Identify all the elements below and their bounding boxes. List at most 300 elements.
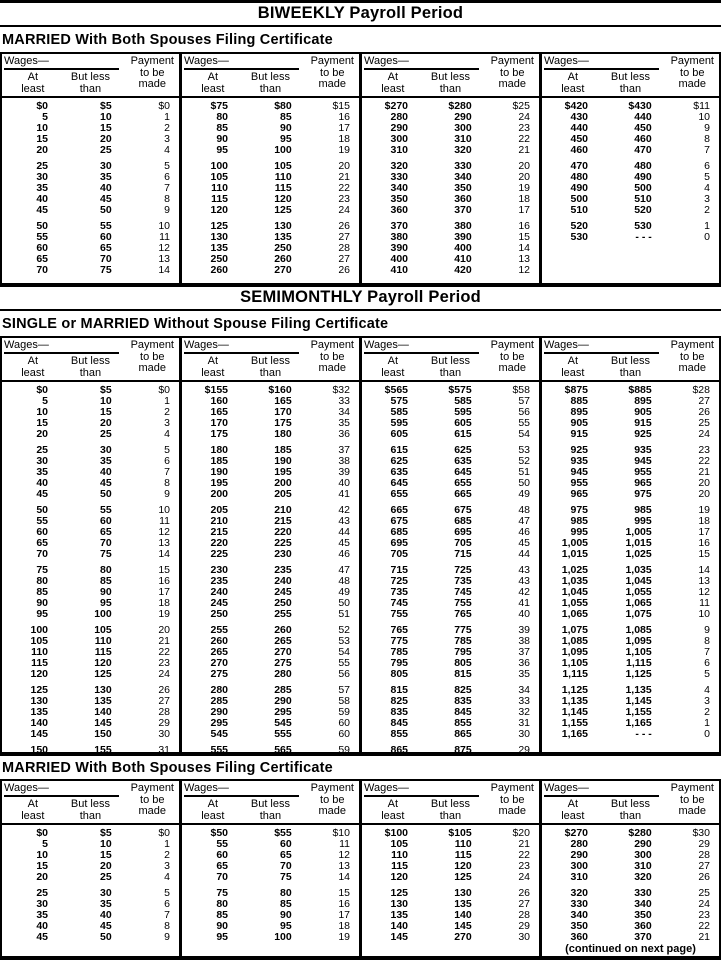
cell-payment: 44 xyxy=(518,548,530,560)
cell-payment: 0 xyxy=(704,231,710,243)
cell-but-less-than: 945 xyxy=(634,455,652,467)
wage-group-header xyxy=(362,54,539,98)
cell-at-least: 110 xyxy=(391,849,409,861)
at-least-header-line1: At xyxy=(27,355,39,367)
cell-payment: $0 xyxy=(158,100,170,112)
cell-but-less-than: 795 xyxy=(454,646,472,658)
table-row xyxy=(182,265,359,276)
cell-but-less-than: 70 xyxy=(100,253,112,265)
cell-but-less-than: 510 xyxy=(634,193,652,205)
but-less-than-header-line2: than xyxy=(439,809,462,822)
cell-at-least: 5 xyxy=(42,111,49,123)
cell-at-least: 105 xyxy=(30,635,49,647)
wage-group-header xyxy=(2,338,179,382)
cell-payment: 10 xyxy=(158,504,170,516)
payment-header-line2: to be xyxy=(320,793,345,806)
cell-at-least: 300 xyxy=(390,133,409,145)
cell-but-less-than: 170 xyxy=(274,406,292,418)
cell-payment: 27 xyxy=(698,860,710,872)
cell-at-least: 715 xyxy=(390,564,409,576)
cell-payment: 29 xyxy=(518,920,530,932)
cell-at-least: 410 xyxy=(390,264,409,276)
table-row xyxy=(182,194,359,205)
but-less-than-header-line1: But less xyxy=(250,71,290,83)
cell-but-less-than: 135 xyxy=(454,898,472,910)
table-row xyxy=(362,729,539,740)
table-row xyxy=(362,828,539,839)
table-row xyxy=(182,658,359,669)
cell-at-least: 470 xyxy=(570,160,589,172)
table-row xyxy=(182,729,359,740)
table-row xyxy=(2,707,179,718)
payment-header-line1: Payment xyxy=(310,339,354,351)
cell-at-least: 10 xyxy=(36,849,49,861)
cell-payment: 7 xyxy=(704,646,710,658)
cell-payment: 28 xyxy=(338,242,350,254)
cell-payment: 10 xyxy=(158,220,170,232)
table-row xyxy=(2,861,179,872)
payment-header-line1: Payment xyxy=(490,339,534,351)
category-title-semimonthly-single: SINGLE or MARRIED Without Spouse Filing Certificate xyxy=(2,316,389,332)
table-row xyxy=(182,385,359,396)
cell-at-least: 390 xyxy=(390,242,409,254)
cell-payment: 22 xyxy=(518,133,530,145)
cell-payment: 18 xyxy=(698,515,710,527)
cell-at-least: 45 xyxy=(36,488,49,500)
cell-but-less-than: 40 xyxy=(100,182,112,194)
table-row xyxy=(182,516,359,527)
table-row xyxy=(182,101,359,112)
table-row xyxy=(542,418,719,429)
wage-rows xyxy=(542,825,719,956)
table-row xyxy=(362,899,539,910)
cell-payment: 21 xyxy=(338,171,350,183)
cell-payment: 55 xyxy=(518,417,530,429)
cell-payment: 20 xyxy=(698,477,710,489)
cell-but-less-than: 45 xyxy=(100,920,112,932)
payment-header xyxy=(491,339,536,378)
table-row xyxy=(2,243,179,254)
cell-payment: 1 xyxy=(164,111,170,123)
cell-payment: 33 xyxy=(338,395,350,407)
cell-payment: 21 xyxy=(518,838,530,850)
wages-header-part xyxy=(184,782,299,821)
but-less-than-header xyxy=(422,356,480,379)
payment-header-line3: made xyxy=(318,805,347,817)
cell-payment: 15 xyxy=(518,231,530,243)
wages-label: Wages— xyxy=(184,782,299,797)
cell-but-less-than: 815 xyxy=(454,668,472,680)
cell-at-least: 5 xyxy=(42,838,49,850)
cell-but-less-than: 1,155 xyxy=(625,706,652,718)
cell-at-least: 150 xyxy=(30,744,49,752)
cell-payment: 3 xyxy=(164,133,170,145)
cell-payment: 37 xyxy=(338,444,350,456)
cell-at-least: 285 xyxy=(210,695,229,707)
cell-but-less-than: 95 xyxy=(100,597,112,609)
table-row xyxy=(182,254,359,265)
cell-payment: $28 xyxy=(692,384,710,396)
wages-label: Wages— xyxy=(4,339,119,354)
wage-column-group xyxy=(362,338,542,752)
cell-at-least: 1,075 xyxy=(561,624,589,636)
cell-payment: 21 xyxy=(518,144,530,156)
cell-payment: 12 xyxy=(158,526,170,538)
cell-at-least: 1,055 xyxy=(561,597,589,609)
cell-but-less-than: 215 xyxy=(274,515,292,527)
cell-payment: 5 xyxy=(164,444,170,456)
cell-but-less-than: 210 xyxy=(274,504,292,516)
cell-but-less-than: 735 xyxy=(454,575,472,587)
cell-payment: 23 xyxy=(158,657,170,669)
cell-at-least: 655 xyxy=(390,488,409,500)
table-row xyxy=(362,456,539,467)
but-less-than-header-line1: But less xyxy=(70,355,110,367)
cell-but-less-than: 480 xyxy=(634,160,652,172)
table-row xyxy=(362,516,539,527)
cell-at-least: 705 xyxy=(390,548,409,560)
cell-but-less-than: 615 xyxy=(454,428,472,440)
cell-payment: 10 xyxy=(698,111,710,123)
cell-payment: 23 xyxy=(518,860,530,872)
cell-payment: 25 xyxy=(698,887,710,899)
cell-payment: 22 xyxy=(338,182,350,194)
cell-at-least: 695 xyxy=(390,537,409,549)
table-row xyxy=(182,429,359,440)
cell-payment: 4 xyxy=(704,182,710,194)
table-row xyxy=(2,910,179,921)
cell-but-less-than: 1,015 xyxy=(625,537,652,549)
cell-but-less-than: 330 xyxy=(634,887,652,899)
cell-but-less-than: 60 xyxy=(280,838,292,850)
cell-but-less-than: 955 xyxy=(634,466,652,478)
cell-but-less-than: 205 xyxy=(274,488,292,500)
cell-at-least: 595 xyxy=(390,417,409,429)
cell-but-less-than: 1,135 xyxy=(625,684,652,696)
cell-but-less-than: 20 xyxy=(100,417,112,429)
table-row xyxy=(542,172,719,183)
cell-payment: 49 xyxy=(338,586,350,598)
cell-payment: 43 xyxy=(338,515,350,527)
cell-but-less-than: 35 xyxy=(100,455,112,467)
cell-at-least: 350 xyxy=(570,920,589,932)
cell-at-least: 1,065 xyxy=(561,608,589,620)
cell-payment: 2 xyxy=(164,406,170,418)
at-least-header-line2: least xyxy=(201,82,225,95)
cell-at-least: 905 xyxy=(570,417,589,429)
cell-payment: 35 xyxy=(338,417,350,429)
cell-but-less-than: 625 xyxy=(454,444,472,456)
cell-but-less-than: 300 xyxy=(454,122,472,134)
but-less-than-header-line2: than xyxy=(259,366,282,379)
cell-payment: 16 xyxy=(338,111,350,123)
cell-at-least: 55 xyxy=(36,231,49,243)
table-row xyxy=(362,527,539,538)
cell-payment: 26 xyxy=(338,220,350,232)
cell-payment: 4 xyxy=(164,428,170,440)
table-row xyxy=(2,418,179,429)
but-less-than-header-line1: But less xyxy=(430,798,470,810)
cell-payment: $20 xyxy=(512,827,530,839)
payment-header xyxy=(491,782,536,821)
payment-header-line1: Payment xyxy=(490,782,534,794)
cell-but-less-than: 190 xyxy=(274,455,292,467)
cell-at-least: 100 xyxy=(210,160,229,172)
cell-but-less-than: 150 xyxy=(94,728,112,740)
cell-at-least: 295 xyxy=(210,717,229,729)
cell-at-least: 120 xyxy=(390,871,409,883)
cell-payment: 24 xyxy=(338,204,350,216)
cell-but-less-than: 1,025 xyxy=(625,548,652,560)
cell-payment: 20 xyxy=(518,160,530,172)
but-less-than-header-line1: But less xyxy=(610,798,650,810)
table-row xyxy=(362,265,539,276)
table-row xyxy=(542,161,719,172)
at-least-header-line2: least xyxy=(561,82,585,95)
cell-but-less-than: 120 xyxy=(274,193,292,205)
cell-but-less-than: 270 xyxy=(454,931,472,943)
wage-rows xyxy=(542,382,719,752)
at-least-header xyxy=(364,72,422,95)
cell-at-least: 995 xyxy=(570,526,589,538)
cell-but-less-than: 260 xyxy=(274,253,292,265)
cell-but-less-than: 985 xyxy=(634,504,652,516)
cell-but-less-than: $280 xyxy=(628,827,652,839)
table-row xyxy=(362,407,539,418)
cell-at-least: 805 xyxy=(390,668,409,680)
table-row xyxy=(362,932,539,943)
cell-but-less-than: 175 xyxy=(274,417,292,429)
but-less-than-header-line2: than xyxy=(619,366,642,379)
table-row xyxy=(182,745,359,752)
cell-payment: 10 xyxy=(698,608,710,620)
cell-at-least: 1,165 xyxy=(561,728,589,740)
cell-payment: 18 xyxy=(518,193,530,205)
cell-payment: 45 xyxy=(338,537,350,549)
but-less-than-header-line1: But less xyxy=(430,71,470,83)
table-row xyxy=(2,145,179,156)
cell-but-less-than: 565 xyxy=(274,744,292,752)
at-least-header-line1: At xyxy=(207,355,219,367)
table-row xyxy=(542,729,719,740)
cell-payment: 12 xyxy=(338,849,350,861)
cell-at-least: 70 xyxy=(216,871,229,883)
but-less-than-header-line1: But less xyxy=(70,798,110,810)
cell-at-least: 1,045 xyxy=(561,586,589,598)
cell-but-less-than: 120 xyxy=(454,860,472,872)
cell-payment: 53 xyxy=(518,444,530,456)
table-row xyxy=(362,745,539,752)
table-row xyxy=(182,145,359,156)
cell-payment: 27 xyxy=(158,695,170,707)
but-less-than-header-line2: than xyxy=(259,809,282,822)
cell-at-least: 480 xyxy=(570,171,589,183)
cell-payment: 21 xyxy=(698,466,710,478)
table-row xyxy=(2,221,179,232)
cell-payment: 30 xyxy=(518,931,530,943)
wage-rows xyxy=(182,382,359,752)
cell-but-less-than: 290 xyxy=(454,111,472,123)
cell-payment: 47 xyxy=(338,564,350,576)
cell-but-less-than: 75 xyxy=(280,871,292,883)
cell-at-least: 260 xyxy=(210,264,229,276)
cell-but-less-than: 265 xyxy=(274,635,292,647)
wage-column-group xyxy=(182,54,362,283)
wage-column-group xyxy=(2,781,182,956)
table-row xyxy=(362,232,539,243)
table-row xyxy=(2,183,179,194)
cell-payment: 28 xyxy=(158,706,170,718)
cell-at-least: 1,115 xyxy=(562,668,589,680)
cell-but-less-than: 965 xyxy=(634,477,652,489)
cell-at-least: 45 xyxy=(36,931,49,943)
but-less-than-header xyxy=(62,72,120,95)
cell-but-less-than: $55 xyxy=(274,827,292,839)
table-row xyxy=(2,396,179,407)
cell-at-least: 130 xyxy=(30,695,49,707)
payment-header-line3: made xyxy=(498,78,527,90)
cell-but-less-than: 785 xyxy=(454,635,472,647)
cell-payment: 22 xyxy=(158,646,170,658)
at-least-header-line2: least xyxy=(21,366,45,379)
cell-but-less-than: 765 xyxy=(454,608,472,620)
payment-header-line2: to be xyxy=(680,350,705,363)
cell-but-less-than: 85 xyxy=(100,575,112,587)
cell-at-least: 115 xyxy=(391,860,409,872)
cell-but-less-than: 460 xyxy=(634,133,652,145)
table-row xyxy=(2,921,179,932)
cell-at-least: 140 xyxy=(30,717,49,729)
cell-at-least: 100 xyxy=(30,624,49,636)
table-row xyxy=(2,576,179,587)
cell-but-less-than: 140 xyxy=(454,909,472,921)
cell-but-less-than: 260 xyxy=(274,624,292,636)
cell-but-less-than: 370 xyxy=(454,204,472,216)
cell-at-least: 235 xyxy=(210,575,229,587)
at-least-header xyxy=(184,72,242,95)
cell-at-least: 945 xyxy=(570,466,589,478)
table-row xyxy=(362,396,539,407)
cell-but-less-than: 85 xyxy=(280,111,292,123)
cell-payment: 11 xyxy=(699,597,710,609)
cell-at-least: 80 xyxy=(216,898,229,910)
but-less-than-header xyxy=(242,799,300,822)
cell-at-least: 625 xyxy=(390,455,409,467)
at-least-header xyxy=(184,799,242,822)
cell-payment: 59 xyxy=(338,706,350,718)
cell-but-less-than: 65 xyxy=(100,242,112,254)
cell-but-less-than: 755 xyxy=(454,597,472,609)
cell-at-least: 65 xyxy=(216,860,229,872)
cell-payment: 18 xyxy=(338,920,350,932)
cell-at-least: 90 xyxy=(216,133,229,145)
wage-group-header xyxy=(182,54,359,98)
cell-payment: 18 xyxy=(158,597,170,609)
but-less-than-header xyxy=(62,356,120,379)
at-least-header-line2: least xyxy=(201,809,225,822)
cell-payment: 7 xyxy=(164,466,170,478)
table-row xyxy=(2,445,179,456)
table-row xyxy=(362,467,539,478)
table-row xyxy=(182,407,359,418)
cell-but-less-than: 55 xyxy=(100,220,112,232)
cell-at-least: 135 xyxy=(210,242,229,254)
cell-payment: 56 xyxy=(338,668,350,680)
table-row xyxy=(362,888,539,899)
cell-payment: 4 xyxy=(164,144,170,156)
cell-payment: 47 xyxy=(518,515,530,527)
cell-payment: 24 xyxy=(518,871,530,883)
wage-column-group xyxy=(542,781,719,956)
cell-but-less-than: 855 xyxy=(454,717,472,729)
cell-at-least: 10 xyxy=(36,406,49,418)
payment-header xyxy=(131,55,176,94)
table-row xyxy=(182,445,359,456)
wages-label: Wages— xyxy=(184,339,299,354)
but-less-than-header xyxy=(602,356,660,379)
cell-payment: 24 xyxy=(698,898,710,910)
semimonthly-single-table xyxy=(0,336,721,756)
cell-at-least: 60 xyxy=(36,242,49,254)
cell-payment: 12 xyxy=(698,586,710,598)
table-row xyxy=(2,685,179,696)
cell-payment: 53 xyxy=(338,635,350,647)
cell-but-less-than: 115 xyxy=(274,182,292,194)
table-row xyxy=(182,183,359,194)
table-row xyxy=(182,112,359,123)
cell-at-least: 120 xyxy=(30,668,49,680)
cell-but-less-than: 55 xyxy=(100,504,112,516)
cell-but-less-than: 135 xyxy=(94,695,112,707)
cell-at-least: 975 xyxy=(570,504,589,516)
but-less-than-header-line2: than xyxy=(79,366,102,379)
cell-but-less-than: 130 xyxy=(94,684,112,696)
table-row xyxy=(362,172,539,183)
cell-but-less-than: 420 xyxy=(454,264,472,276)
cell-but-less-than: 1,125 xyxy=(625,668,652,680)
table-row xyxy=(182,932,359,943)
payment-header-line2: to be xyxy=(680,66,705,79)
table-row xyxy=(2,538,179,549)
cell-but-less-than: 825 xyxy=(454,684,472,696)
cell-but-less-than: 125 xyxy=(274,204,292,216)
table-row xyxy=(2,625,179,636)
table-row xyxy=(542,828,719,839)
table-row xyxy=(182,505,359,516)
table-row xyxy=(182,707,359,718)
cell-at-least: 755 xyxy=(390,608,409,620)
table-row xyxy=(542,505,719,516)
table-row xyxy=(2,527,179,538)
wages-label: Wages— xyxy=(544,339,659,354)
cell-but-less-than: 400 xyxy=(454,242,472,254)
cell-but-less-than: 665 xyxy=(454,488,472,500)
cell-payment: 13 xyxy=(338,860,350,872)
table-row xyxy=(2,265,179,276)
table-row xyxy=(362,696,539,707)
table-row xyxy=(2,516,179,527)
cell-but-less-than: $105 xyxy=(448,827,472,839)
cell-but-less-than: 775 xyxy=(454,624,472,636)
wages-header-part xyxy=(184,339,299,378)
cell-but-less-than: 645 xyxy=(454,466,472,478)
wages-header-part xyxy=(4,782,119,821)
cell-but-less-than: $5 xyxy=(100,100,112,112)
payment-header-line1: Payment xyxy=(130,55,174,67)
table-row xyxy=(182,205,359,216)
cell-payment: 24 xyxy=(698,428,710,440)
cell-payment: 17 xyxy=(338,909,350,921)
